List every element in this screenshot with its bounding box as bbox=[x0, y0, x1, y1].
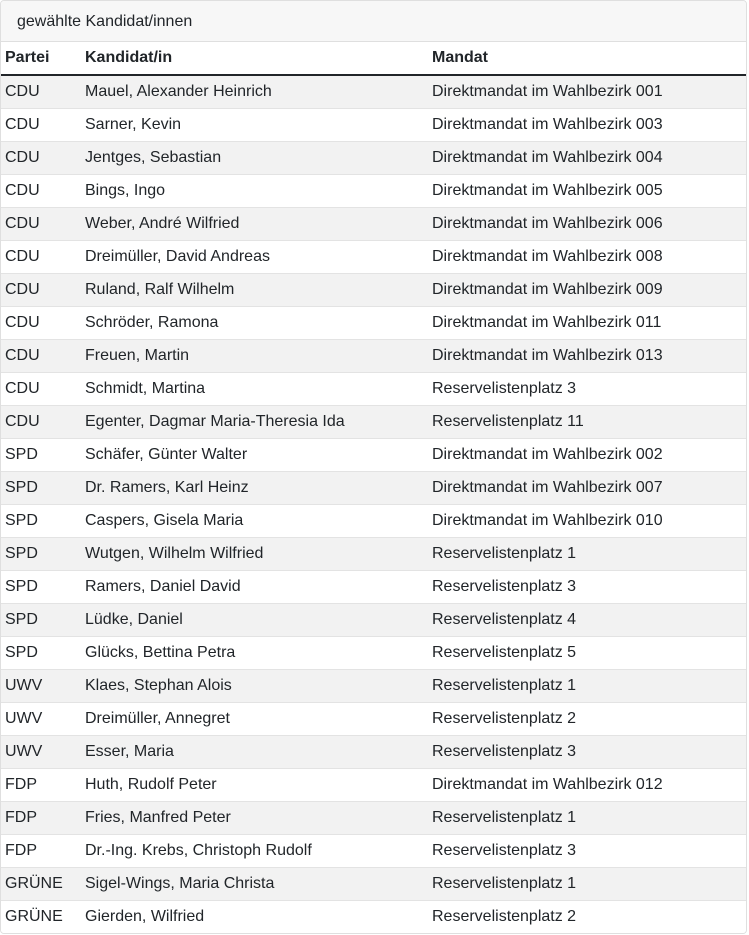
candidate-cell: Dreimüller, Annegret bbox=[81, 702, 428, 735]
mandate-cell: Reservelistenplatz 3 bbox=[428, 570, 746, 603]
column-header-mandate: Mandat bbox=[428, 42, 746, 75]
mandate-cell: Direktmandat im Wahlbezirk 011 bbox=[428, 306, 746, 339]
table-row bbox=[1, 438, 746, 471]
table-row bbox=[1, 570, 746, 603]
mandate-cell: Reservelistenplatz 2 bbox=[428, 900, 746, 933]
mandate-cell: Reservelistenplatz 1 bbox=[428, 867, 746, 900]
mandate-cell: Direktmandat im Wahlbezirk 007 bbox=[428, 471, 746, 504]
party-cell: CDU bbox=[1, 339, 81, 372]
party-cell: CDU bbox=[1, 174, 81, 207]
elected-candidates-table bbox=[1, 42, 746, 933]
party-cell: UWV bbox=[1, 735, 81, 768]
candidate-cell: Ruland, Ralf Wilhelm bbox=[81, 273, 428, 306]
party-cell: SPD bbox=[1, 471, 81, 504]
panel-title: gewählte Kandidat/innen bbox=[1, 1, 746, 42]
column-header-party: Partei bbox=[1, 42, 81, 75]
table-row bbox=[1, 108, 746, 141]
party-cell: SPD bbox=[1, 537, 81, 570]
mandate-cell: Direktmandat im Wahlbezirk 013 bbox=[428, 339, 746, 372]
table-row bbox=[1, 768, 746, 801]
party-cell: CDU bbox=[1, 141, 81, 174]
mandate-cell: Reservelistenplatz 4 bbox=[428, 603, 746, 636]
candidate-cell: Esser, Maria bbox=[81, 735, 428, 768]
table-row bbox=[1, 735, 746, 768]
party-cell: GRÜNE bbox=[1, 900, 81, 933]
table-body bbox=[1, 75, 746, 933]
party-cell: CDU bbox=[1, 273, 81, 306]
candidate-cell: Glücks, Bettina Petra bbox=[81, 636, 428, 669]
table-row bbox=[1, 801, 746, 834]
party-cell: CDU bbox=[1, 405, 81, 438]
mandate-cell: Reservelistenplatz 2 bbox=[428, 702, 746, 735]
party-cell: SPD bbox=[1, 504, 81, 537]
candidate-cell: Dr. Ramers, Karl Heinz bbox=[81, 471, 428, 504]
mandate-cell: Direktmandat im Wahlbezirk 002 bbox=[428, 438, 746, 471]
table-row bbox=[1, 273, 746, 306]
candidate-cell: Caspers, Gisela Maria bbox=[81, 504, 428, 537]
mandate-cell: Reservelistenplatz 5 bbox=[428, 636, 746, 669]
mandate-cell: Reservelistenplatz 1 bbox=[428, 801, 746, 834]
mandate-cell: Reservelistenplatz 3 bbox=[428, 372, 746, 405]
party-cell: UWV bbox=[1, 669, 81, 702]
table-row bbox=[1, 174, 746, 207]
candidate-cell: Bings, Ingo bbox=[81, 174, 428, 207]
party-cell: CDU bbox=[1, 75, 81, 108]
table-row bbox=[1, 240, 746, 273]
mandate-cell: Reservelistenplatz 1 bbox=[428, 669, 746, 702]
mandate-cell: Direktmandat im Wahlbezirk 005 bbox=[428, 174, 746, 207]
mandate-cell: Reservelistenplatz 1 bbox=[428, 537, 746, 570]
table-row bbox=[1, 537, 746, 570]
party-cell: FDP bbox=[1, 801, 81, 834]
table-row bbox=[1, 339, 746, 372]
mandate-cell: Direktmandat im Wahlbezirk 008 bbox=[428, 240, 746, 273]
table-header-row bbox=[1, 42, 746, 75]
party-cell: GRÜNE bbox=[1, 867, 81, 900]
table-row bbox=[1, 405, 746, 438]
candidate-cell: Fries, Manfred Peter bbox=[81, 801, 428, 834]
table-header bbox=[1, 42, 746, 75]
party-cell: SPD bbox=[1, 636, 81, 669]
party-cell: FDP bbox=[1, 834, 81, 867]
mandate-cell: Direktmandat im Wahlbezirk 004 bbox=[428, 141, 746, 174]
mandate-cell: Direktmandat im Wahlbezirk 010 bbox=[428, 504, 746, 537]
party-cell: CDU bbox=[1, 306, 81, 339]
candidate-cell: Weber, André Wilfried bbox=[81, 207, 428, 240]
candidate-cell: Mauel, Alexander Heinrich bbox=[81, 75, 428, 108]
mandate-cell: Reservelistenplatz 11 bbox=[428, 405, 746, 438]
party-cell: SPD bbox=[1, 438, 81, 471]
mandate-cell: Direktmandat im Wahlbezirk 006 bbox=[428, 207, 746, 240]
mandate-cell: Direktmandat im Wahlbezirk 003 bbox=[428, 108, 746, 141]
table-row bbox=[1, 207, 746, 240]
candidate-cell: Sarner, Kevin bbox=[81, 108, 428, 141]
party-cell: CDU bbox=[1, 207, 81, 240]
candidate-cell: Dreimüller, David Andreas bbox=[81, 240, 428, 273]
mandate-cell: Reservelistenplatz 3 bbox=[428, 735, 746, 768]
table-row bbox=[1, 603, 746, 636]
table-row bbox=[1, 669, 746, 702]
party-cell: SPD bbox=[1, 603, 81, 636]
candidate-cell: Freuen, Martin bbox=[81, 339, 428, 372]
candidate-cell: Egenter, Dagmar Maria-Theresia Ida bbox=[81, 405, 428, 438]
table-row bbox=[1, 504, 746, 537]
candidate-cell: Schröder, Ramona bbox=[81, 306, 428, 339]
party-cell: FDP bbox=[1, 768, 81, 801]
candidate-cell: Schmidt, Martina bbox=[81, 372, 428, 405]
table-row bbox=[1, 867, 746, 900]
column-header-candidate: Kandidat/in bbox=[81, 42, 428, 75]
table-row bbox=[1, 702, 746, 735]
candidate-cell: Ramers, Daniel David bbox=[81, 570, 428, 603]
table-row bbox=[1, 306, 746, 339]
table-row bbox=[1, 141, 746, 174]
party-cell: SPD bbox=[1, 570, 81, 603]
mandate-cell: Reservelistenplatz 3 bbox=[428, 834, 746, 867]
party-cell: UWV bbox=[1, 702, 81, 735]
candidate-cell: Wutgen, Wilhelm Wilfried bbox=[81, 537, 428, 570]
candidate-cell: Schäfer, Günter Walter bbox=[81, 438, 428, 471]
table-row bbox=[1, 900, 746, 933]
candidate-cell: Jentges, Sebastian bbox=[81, 141, 428, 174]
mandate-cell: Direktmandat im Wahlbezirk 012 bbox=[428, 768, 746, 801]
table-row bbox=[1, 75, 746, 108]
table-row bbox=[1, 372, 746, 405]
candidate-cell: Klaes, Stephan Alois bbox=[81, 669, 428, 702]
table-row bbox=[1, 636, 746, 669]
party-cell: CDU bbox=[1, 108, 81, 141]
mandate-cell: Direktmandat im Wahlbezirk 009 bbox=[428, 273, 746, 306]
mandate-cell: Direktmandat im Wahlbezirk 001 bbox=[428, 75, 746, 108]
table-row bbox=[1, 834, 746, 867]
party-cell: CDU bbox=[1, 372, 81, 405]
candidate-cell: Gierden, Wilfried bbox=[81, 900, 428, 933]
party-cell: CDU bbox=[1, 240, 81, 273]
candidate-cell: Sigel-Wings, Maria Christa bbox=[81, 867, 428, 900]
candidate-cell: Lüdke, Daniel bbox=[81, 603, 428, 636]
candidate-cell: Dr.-Ing. Krebs, Christoph Rudolf bbox=[81, 834, 428, 867]
candidate-cell: Huth, Rudolf Peter bbox=[81, 768, 428, 801]
table-row bbox=[1, 471, 746, 504]
